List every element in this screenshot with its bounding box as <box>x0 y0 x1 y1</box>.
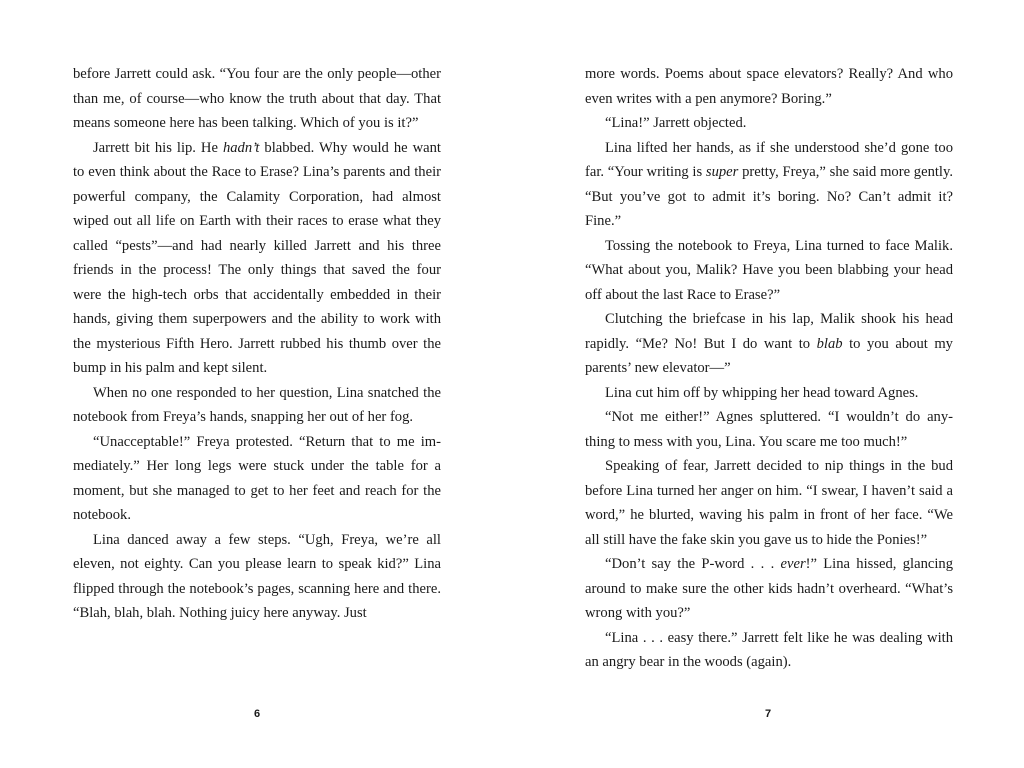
text-run: to you about my parents’ new elevator—” <box>585 335 953 376</box>
paragraph <box>585 626 953 675</box>
paragraph <box>73 430 441 528</box>
paragraph <box>585 234 953 308</box>
text-run: Lina danced away a few steps. “Ugh, Freya, we’re all eleven, not eighty. Can you please learn to speak kid?” Lina flipped through the notebook’s pages, scanning here and there. “Blah, blah, blah. Nothing juicy here anyway. Just <box>73 531 441 621</box>
paragraph <box>585 136 953 234</box>
text-run: Lina cut him off by whipping her head toward Agnes. <box>605 384 919 401</box>
text-run: !” Lina hissed, glancing around to make sure the other kids hadn’t overheard. “What’s wrong with you?” <box>585 556 953 621</box>
paragraph <box>585 62 953 111</box>
paragraph <box>73 62 441 136</box>
italic-text: hadn’t <box>222 139 260 156</box>
italic-text: ever <box>780 556 806 572</box>
text-run: before Jarrett could ask. “You four are the only people—other than me, of course—who know the truth about that day. That means someone here has been talking. Which of you is it?” <box>73 66 441 131</box>
paragraph <box>585 552 953 626</box>
text-run: blabbed. Why would he want to even think about the Race to Erase? Lina’s parents and their powerful company, the Calamity Corporation, had almost wiped out all life on Earth with their races to erase what they called “pests”—and had nearly killed Jarrett and his three friends in the process! The only things that saved the four were the high-tech orbs that accidentally embedded in their hands, giving them superpowers and the ability to work with the mysterious Fifth Hero. Jarrett rubbed his thumb over the bump in his palm and kept silent. <box>73 139 441 376</box>
text-run: Jarrett bit his lip. He <box>93 139 223 156</box>
paragraph <box>585 405 953 454</box>
text-run: “Not me either!” Agnes spluttered. “I wouldn’t do any-thing to mess with you, Lina. You scare me too much!” <box>585 409 953 450</box>
text-run: Tossing the notebook to Freya, Lina turned to face Malik. “What about you, Malik? Have you been blabbing your head off about the last Race to Erase?” <box>585 237 953 303</box>
right-page <box>585 62 953 675</box>
text-run: “Lina!” Jarrett objected. <box>605 115 747 131</box>
paragraph <box>73 136 441 381</box>
text-run: “Lina . . . easy there.” Jarrett felt like he was dealing with an angry bear in the woods (again). <box>585 629 953 670</box>
italic-text: blab <box>816 335 843 352</box>
paragraph <box>73 381 441 430</box>
text-run: “Don’t say the P-word . . . <box>605 556 781 572</box>
left-page <box>73 62 441 626</box>
paragraph <box>585 381 953 406</box>
italic-text: super <box>705 164 739 180</box>
text-run: Speaking of fear, Jarrett decided to nip things in the bud before Lina turned her anger on him. “I swear, I haven’t said a word,” he blurted, waving his palm in front of her face. “We all still have the fake skin you gave us to hide the Ponies!” <box>585 458 953 548</box>
text-run: pretty, Freya,” she said more gently. “But you’ve got to admit it’s boring. No? Can’t admit it? Fine.” <box>585 164 953 229</box>
paragraph <box>73 528 441 626</box>
right-page-number: 7 <box>764 708 772 720</box>
paragraph <box>585 111 953 136</box>
text-run: “Unacceptable!” Freya protested. “Return that to me im-mediately.” Her long legs were stuck under the table for a moment, but she managed to get to her feet and reach for the notebook. <box>73 433 441 523</box>
paragraph <box>585 454 953 552</box>
text-run: Lina lifted her hands, as if she understood she’d gone too far. “Your writing is <box>585 139 953 180</box>
text-run: When no one responded to her question, Lina snatched the notebook from Freya’s hands, snapping her out of her fog. <box>73 384 441 425</box>
text-run: more words. Poems about space elevators? Really? And who even writes with a pen anymore? Boring.” <box>585 66 953 107</box>
left-page-number: 6 <box>253 708 261 720</box>
paragraph <box>585 307 953 381</box>
text-run: Clutching the briefcase in his lap, Malik shook his head rapidly. “Me? No! But I do want to <box>585 311 953 352</box>
